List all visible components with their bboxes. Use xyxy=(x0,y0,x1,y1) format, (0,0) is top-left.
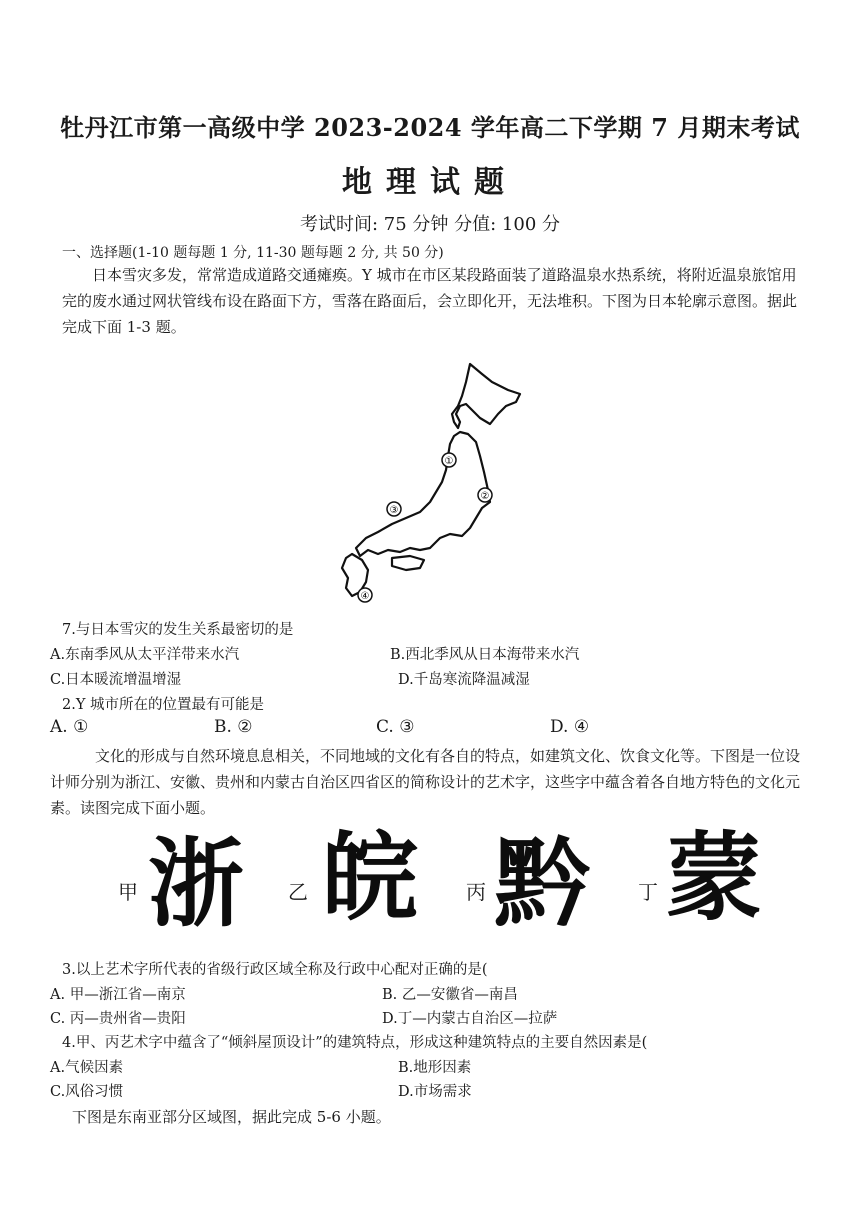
art-char-wan: 皖 xyxy=(322,822,418,934)
exam-title: 牡丹江市第一高级中学 2023-2024 学年高二下学期 7 月期末考试 xyxy=(60,113,800,142)
intro-paragraph-3: 下图是东南亚部分区域图，据此完成 5-6 小题。 xyxy=(72,1108,391,1126)
question-1-option-b: B.西北季风从日本海带来水汽 xyxy=(390,647,580,663)
art-label-yi: 乙 xyxy=(288,880,308,904)
map-marker-1: ① xyxy=(444,456,454,467)
question-3-option-d: D.丁—内蒙古自治区—拉萨 xyxy=(382,1011,558,1027)
question-3-option-b: B. 乙—安徽省—南昌 xyxy=(382,987,518,1003)
question-3-option-a: A. 甲—浙江省—南京 xyxy=(50,987,186,1003)
intro-paragraph-2: 文化的形成与自然环境息息相关，不同地域的文化有各自的特点，如建筑文化、饮食文化等。下图是一位设计师分别为浙江、安徽、贵州和内蒙古自治区四省区的简称设计的艺术字，这些字中蕴含着各自地方特色的文化元素。读图完成下面小题。 xyxy=(50,747,801,817)
art-char-zhe: 浙 xyxy=(148,828,244,940)
question-1-option-a: A.东南季风从太平洋带来水汽 xyxy=(50,647,240,663)
japan-map-svg xyxy=(330,352,530,604)
art-char-meng: 蒙 xyxy=(666,822,762,934)
art-label-ding: 丁 xyxy=(638,880,658,904)
art-label-jia: 甲 xyxy=(118,880,138,904)
question-4-option-a: A.气候因素 xyxy=(50,1060,124,1076)
question-4-option-b: B.地形因素 xyxy=(398,1060,472,1076)
map-marker-4: ④ xyxy=(360,591,370,602)
question-2-option-d: D. ④ xyxy=(550,717,590,737)
question-4-option-d: D.市场需求 xyxy=(398,1084,472,1100)
question-3-stem: 3.以上艺术字所代表的省级行政区域全称及行政中心配对正确的是( xyxy=(62,962,488,978)
question-1-option-d: D.千岛寒流降温减湿 xyxy=(398,672,530,688)
art-char-qian: 黔 xyxy=(494,828,590,940)
art-label-bing: 丙 xyxy=(466,880,486,904)
exam-info: 考试时间: 75 分钟 分值: 100 分 xyxy=(300,214,560,235)
subject-title: 地理试题 xyxy=(342,165,518,200)
section-heading: 一、选择题(1-10 题每题 1 分, 11-30 题每题 2 分, 共 50 分) xyxy=(62,245,444,261)
question-4-option-c: C.风俗习惯 xyxy=(50,1084,124,1100)
question-4-stem: 4.甲、丙艺术字中蕴含了“倾斜屋顶设计”的建筑特点，形成这种建筑特点的主要自然因素是( xyxy=(62,1035,648,1051)
art-characters-figure xyxy=(100,820,800,960)
question-2-stem: 2.Y 城市所在的位置最有可能是 xyxy=(62,697,265,713)
question-2-option-a: A. ① xyxy=(50,717,89,737)
map-marker-3: ③ xyxy=(389,505,399,516)
question-2-option-b: B. ② xyxy=(214,717,253,737)
question-1-option-c: C.日本暖流增温增湿 xyxy=(50,672,182,688)
question-2-option-c: C. ③ xyxy=(376,717,415,737)
question-1-stem: 7.与日本雪灾的发生关系最密切的是 xyxy=(62,622,294,638)
japan-outline-map xyxy=(330,352,530,604)
map-marker-2: ② xyxy=(480,491,490,502)
intro-paragraph-1: 日本雪灾多发，常常造成道路交通瘫痪。Y 城市在市区某段路面装了道路温泉水热系统，将附近温泉旅馆用完的废水通过网状管线布设在路面下方，雪落在路面后，会立即化开，无法堆积。下图为日本轮廓示意图。据此完成下面 1-3 题。 xyxy=(62,266,798,336)
question-3-option-c: C. 丙—贵州省—贵阳 xyxy=(50,1011,186,1027)
